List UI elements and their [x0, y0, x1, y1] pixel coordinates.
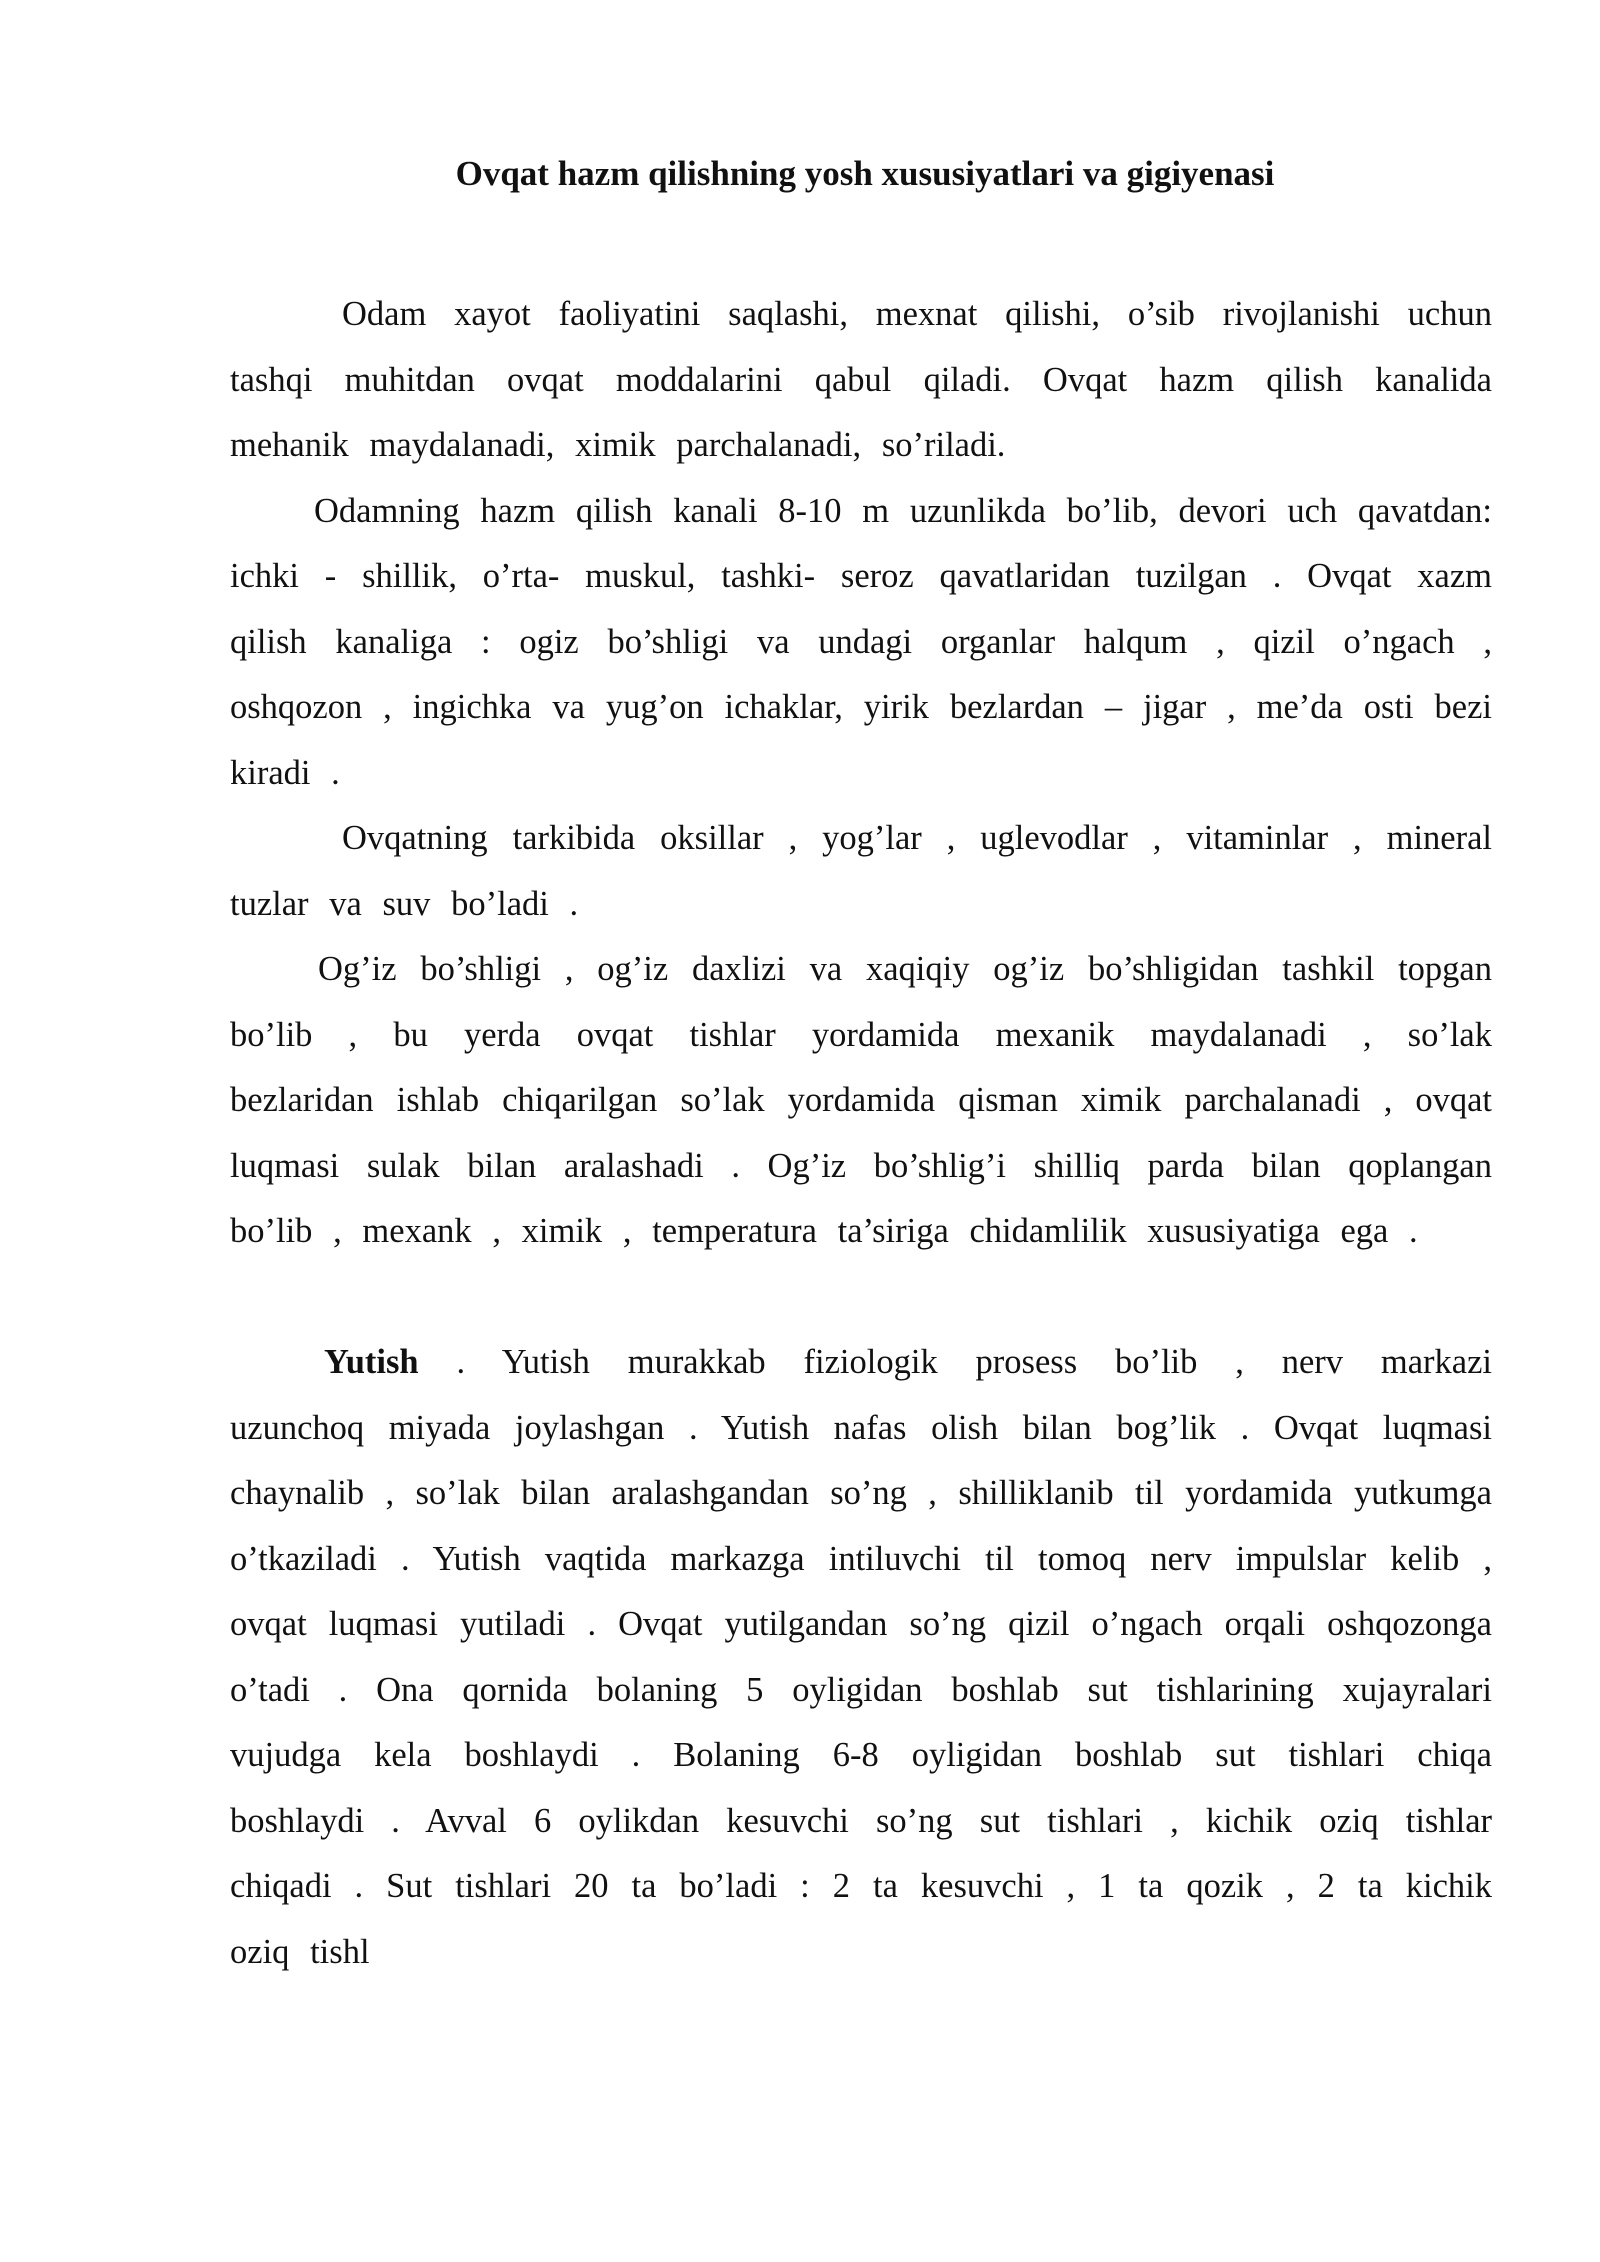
document-title: Ovqat hazm qilishning yosh xususiyatlari va gigiyenasi [455, 154, 1275, 193]
paragraph-intro: Odam xayot faoliyatini saqlashi, mexnat qilishi, o’sib rivojlanishi uchun tashqi muhitdan ovqat moddalarini qabul qiladi. Ovqat hazm qilish kanalida mehanik maydalanadi, ximik parchalanadi, so’riladi. [230, 295, 1492, 464]
swallowing-heading: Yutish [324, 1343, 419, 1381]
paragraph-oral-cavity: Og’iz bo’shligi , og’iz daxlizi va xaqiqiy og’iz bo’shligidan tashkil topgan bo’lib , bu yerda ovqat tishlar yordamida mexanik maydalanadi , so’lak bezlaridan ishlab chiqarilgan so’lak yordamida qisman ximik parchalanadi , ovqat luqmasi sulak bilan aralashadi . Og’iz bo’shlig’i shilliq parda bilan qoplangan bo’lib , mexank , ximik , temperatura ta’siriga chidamlilik xususiyatiga ega . [230, 950, 1492, 1250]
swallowing-text: . Yutish murakkab fiziologik prosess bo’lib , nerv markazi uzunchoq miyada joylashgan . Yutish nafas olish bilan bog’lik . Ovqat luqmasi chaynalib , so’lak bilan aralashgandan so’ng , shilliklanib til yordamida yutkumga o’tkaziladi . Yutish vaqtida markazga intiluvchi til tomoq nerv impulslar kelib , ovqat luqmasi yutiladi . Ovqat yutilgandan so’ng qizil o’ngach orqali oshqozonga o’tadi . Ona qornida bolaning 5 oyligidan boshlab sut tishlarining xujayralari vujudga kela boshlaydi . Bolaning 6-8 oyligidan boshlab sut tishlari chiqa boshlaydi . Avval 6 oylikdan kesuvchi so’ng sut tishlari , kichik oziq tishlar chiqadi . Sut tishlari 20 ta bo’ladi : 2 ta kesuvchi , 1 ta qozik , 2 ta kichik oziq tishl [230, 1343, 1492, 1971]
paragraph-spacer [230, 1265, 1492, 1331]
paragraph-swallowing [230, 1330, 1492, 1985]
paragraph-digestive-canal: Odamning hazm qilish kanali 8-10 m uzunlikda bo’lib, devori uch qavatdan: ichki - shillik, o’rta- muskul, tashki- seroz qavatlaridan tuzilgan . Ovqat xazm qilish kanaliga : ogiz bo’shligi va undagi organlar halqum , qizil o’ngach , oshqozon , ingichka va yug’on ichaklar, yirik bezlardan – jigar , me’da osti bezi kiradi . [230, 491, 1492, 792]
paragraph-food-composition: Ovqatning tarkibida oksillar , yog’lar , uglevodlar , vitaminlar , mineral tuzlar va suv bo’ladi . [230, 819, 1492, 923]
document-body [230, 282, 1492, 1985]
